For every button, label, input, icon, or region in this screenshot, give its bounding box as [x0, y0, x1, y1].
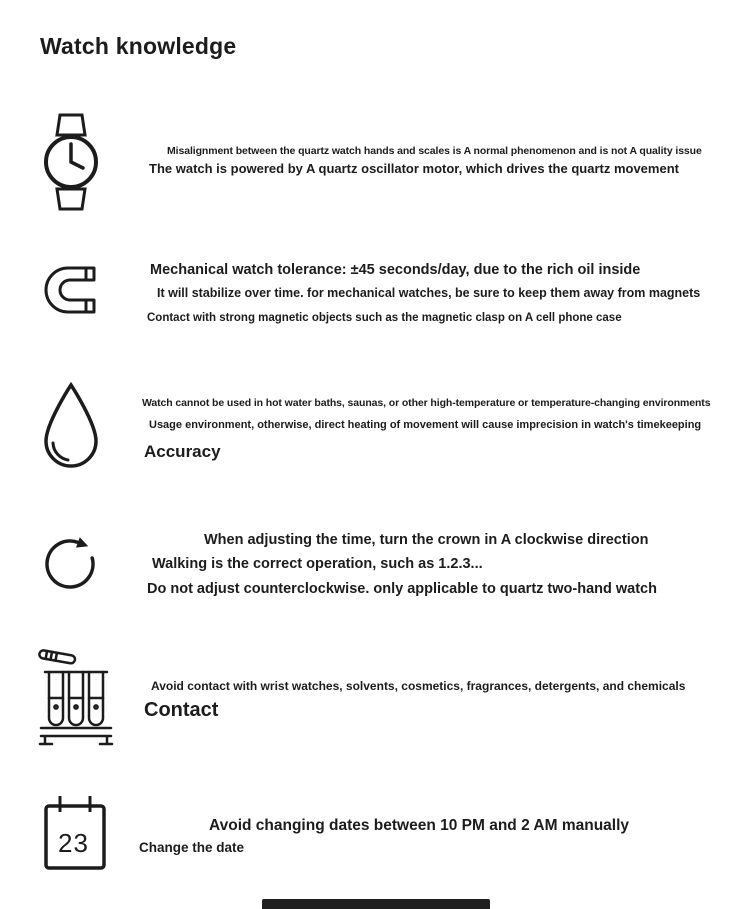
accuracy-heating-text: Usage environment, otherwise, direct heating of movement will cause imprecision in watch's timekeeping	[149, 419, 702, 431]
adjust-counterclockwise-text: Do not adjust counterclockwise. only applicable to quartz two-hand watch	[147, 581, 657, 597]
movement-note-main: The watch is powered by A quartz oscillator motor, which drives the quartz movement	[149, 161, 679, 176]
section-quartz-movement	[0, 113, 750, 223]
date-avoid-text: Avoid changing dates between 10 PM and 2 AM manually	[209, 817, 630, 834]
accuracy-environment-text: Watch cannot be used in hot water baths, saunas, or other high-temperature or temperature-changing environments	[142, 397, 711, 409]
water-drop-icon	[40, 379, 102, 475]
contact-avoid-text: Avoid contact with wrist watches, solvents, cosmetics, fragrances, detergents, and chemicals	[151, 679, 686, 693]
section-magnetism	[0, 258, 750, 338]
magnet-icon	[42, 262, 100, 318]
magnet-tolerance-text: Mechanical watch tolerance: ±45 seconds/day, due to the rich oil inside	[150, 262, 641, 278]
page-title: Watch knowledge	[40, 33, 237, 59]
section-chemical-contact	[0, 642, 750, 752]
magnet-contact-text: Contact with strong magnetic objects such as the magnetic clasp on A cell phone case	[147, 312, 622, 324]
accuracy-heading: Accuracy	[144, 442, 221, 461]
section-change-date	[0, 792, 750, 882]
section-time-adjustment	[0, 520, 750, 610]
watch-icon	[42, 113, 100, 211]
section-accuracy	[0, 376, 750, 486]
movement-note-small: Misalignment between the quartz watch hands and scales is A normal phenomenon and is not A quality issue	[167, 145, 702, 157]
date-heading: Change the date	[139, 840, 245, 855]
calendar-day-number: 23	[58, 828, 89, 858]
adjust-walking-text: Walking is the correct operation, such as 1.2.3...	[152, 556, 483, 572]
adjust-clockwise-text: When adjusting the time, turn the crown in A clockwise direction	[204, 532, 649, 548]
bottom-banner-edge	[262, 899, 490, 909]
clockwise-arrow-icon	[40, 526, 104, 598]
contact-heading: Contact	[144, 699, 219, 721]
test-tubes-icon	[38, 644, 114, 748]
magnet-stabilize-text: It will stabilize over time. for mechanical watches, be sure to keep them away from magnets	[157, 286, 701, 300]
